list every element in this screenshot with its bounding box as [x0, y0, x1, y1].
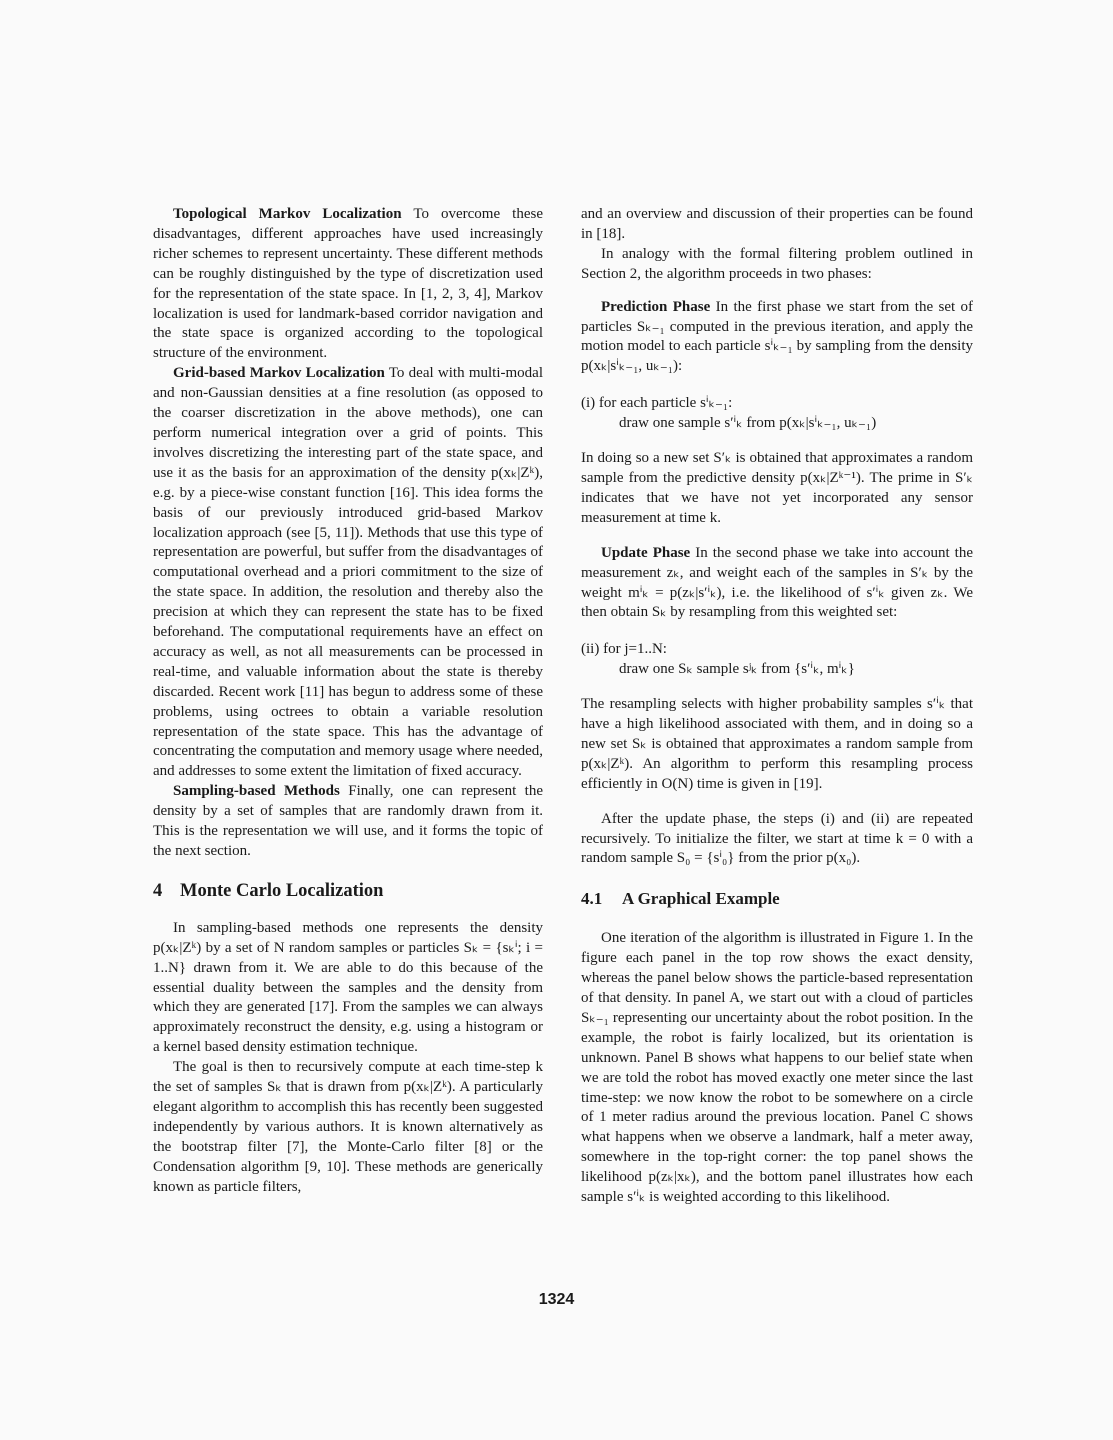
run-in-heading: Topological Markov Localization: [173, 206, 402, 222]
section-title: Monte Carlo Localization: [180, 880, 384, 901]
algorithm-line: draw one Sₖ sample sʲₖ from {s′ⁱₖ, mⁱₖ}: [619, 661, 855, 678]
paragraph-text: To deal with multi-modal and non-Gaussian densities at a fine resolution (as opposed to the coarser discretization in the above methods), one can perform numerical integration over a grid of points. This involves discretizing the interesting part of the state space, and use it as the basis for an approximation of the density p(xₖ|Zᵏ), e.g. by a piece-wise constant function [16]. This idea forms the basis of our previously introduced grid-based Markov localization approach (see [5, 11]). Methods that use this type of representation are powerful, but suffer from the disadvantages of computational overhead and a priori commitment to the size of the state space. In addition, the resolution and thereby also the precision at which they can represent the state has to be fixed beforehand. The computational requirements have an effect on accuracy as well, as not all measurements can be processed in real-time, and valuable information about the state is thereby discarded. Recent work [11] has begun to address some of these problems, using octrees to obtain a variable resolution representation of the state space. This has the advantage of concentrating the computation and memory usage where needed, and addresses to some extent the limitation of fixed accuracy.: [153, 365, 543, 780]
page-number: 1324: [538, 1291, 575, 1308]
paragraph-repeat: After the update phase, the steps (i) and (ii) are repeated recursively. To initialize the filter, we start at time k = 0 with a random sample S₀ = {sⁱ₀} from the prior p(x₀).: [581, 810, 973, 867]
right-column: [581, 205, 973, 1208]
run-in-heading: Grid-based Markov Localization: [173, 365, 385, 382]
paragraph-prediction-result: In doing so a new set S′ₖ is obtained that approximates a random sample from the predictive density p(xₖ|Zᵏ⁻¹). The prime in S′ₖ indicates that we have not yet incorporated any sensor measurement at time k.: [581, 450, 973, 526]
paragraph-mcl-goal: The goal is then to recursively compute at each time-step k the set of samples Sₖ that is drawn from p(xₖ|Zᵏ). A particularly elegant algorithm to accomplish this has recently been suggested independently by various authors. It is known alternatively as the bootstrap filter [7], the Monte-Carlo filter [8] or the Condensation algorithm [9, 10]. These methods are generically known as particle filters,: [153, 1059, 543, 1195]
subsection-heading: [581, 889, 973, 909]
subsection-title: A Graphical Example: [622, 889, 780, 909]
paragraph-text: In the first phase we start from the set of particles Sₖ₋₁ computed in the previous iteration, and apply the motion model to each particle sⁱₖ₋₁ by sampling from the density p(xₖ|sⁱₖ₋₁, uₖ₋₁):: [581, 298, 974, 375]
algorithm-line: draw one sample s′ⁱₖ from p(xₖ|sⁱₖ₋₁, uₖ₋₁): [619, 415, 877, 432]
section-number: 4: [153, 880, 163, 901]
algorithm-line: (i) for each particle sⁱₖ₋₁:: [581, 395, 733, 412]
paragraph-grid: [153, 364, 543, 782]
paragraph-mcl-intro: In sampling-based methods one represents the density p(xₖ|Zᵏ) by a set of N random samples or particles Sₖ = {sₖⁱ; i = 1..N} drawn from it. We are able to do this because of the essential duality between the samples and the density from which they are generated [17]. From the samples we can always approximately reconstruct the density, e.g. using a histogram or a kernel based density estimation technique.: [153, 919, 543, 1056]
paragraph-update: [581, 544, 973, 624]
paragraph-text: In the second phase we take into account the measurement zₖ, and weight each of the samples in S′ₖ by the weight mⁱₖ = p(zₖ|s′ⁱₖ), i.e. the likelihood of s′ⁱₖ given zₖ. We then obtain Sₖ by resampling from this weighted set:: [581, 544, 974, 621]
run-in-heading: Update Phase: [601, 544, 691, 561]
paragraph-topological: [153, 205, 543, 364]
paragraph-analogy: In analogy with the formal filtering problem outlined in Section 2, the algorithm proceeds in two phases:: [581, 245, 973, 282]
paragraph-text: Finally, one can represent the density by a set of samples that are randomly drawn from it. This is the representation we will use, and it forms the topic of the next section.: [153, 783, 543, 859]
paragraph-continuation: and an overview and discussion of their properties can be found in [18].: [581, 206, 973, 242]
subsection-number: 4.1: [581, 889, 603, 909]
algorithm-step-update: [581, 640, 973, 680]
paragraph-graphical-example: One iteration of the algorithm is illustrated in Figure 1. In the figure each panel in the top row shows the exact density, whereas the panel below shows the particle-based representation of that density. In panel A, we start out with a cloud of particles Sₖ₋₁ representing our uncertainty about the robot position. In the example, the robot is fairly localized, but its orientation is unknown. Panel B shows what happens to our belief state when we are told the robot has moved exactly one meter since the last time-step: we now know the robot to be somewhere on a circle of 1 meter radius around the previous location. Panel C shows what happens when we observe a landmark, half a meter away, somewhere in the top-right corner: the top panel shows the likelihood p(zₖ|xₖ), and the bottom panel illustrates how each sample s′ⁱₖ is weighted according to this likelihood.: [581, 930, 973, 1206]
paragraph-prediction: [581, 298, 973, 378]
left-column: [153, 205, 543, 1198]
section-heading: [153, 882, 543, 902]
paragraph-resampling: The resampling selects with higher probability samples s′ⁱₖ that have a high likelihood associated with them, and in doing so a new set Sₖ is obtained that approximates a random sample from p(xₖ|Zᵏ). An algorithm to perform this resampling process efficiently in O(N) time is given in [19].: [581, 696, 973, 792]
paragraph-sampling: [153, 782, 543, 862]
algorithm-step-prediction: [581, 394, 973, 434]
run-in-heading: Sampling-based Methods: [173, 783, 340, 800]
algorithm-line: (ii) for j=1..N:: [581, 641, 667, 658]
paragraph-text: To overcome these disadvantages, different approaches have used increasingly richer schemes to represent uncertainty. These different methods can be roughly distinguished by the type of discretization used for the representation of the state space. In [1, 2, 3, 4], Markov localization is used for landmark-based corridor navigation and the state space is organized according to the topological structure of the environment.: [153, 206, 543, 362]
run-in-heading: Prediction Phase: [601, 298, 711, 315]
